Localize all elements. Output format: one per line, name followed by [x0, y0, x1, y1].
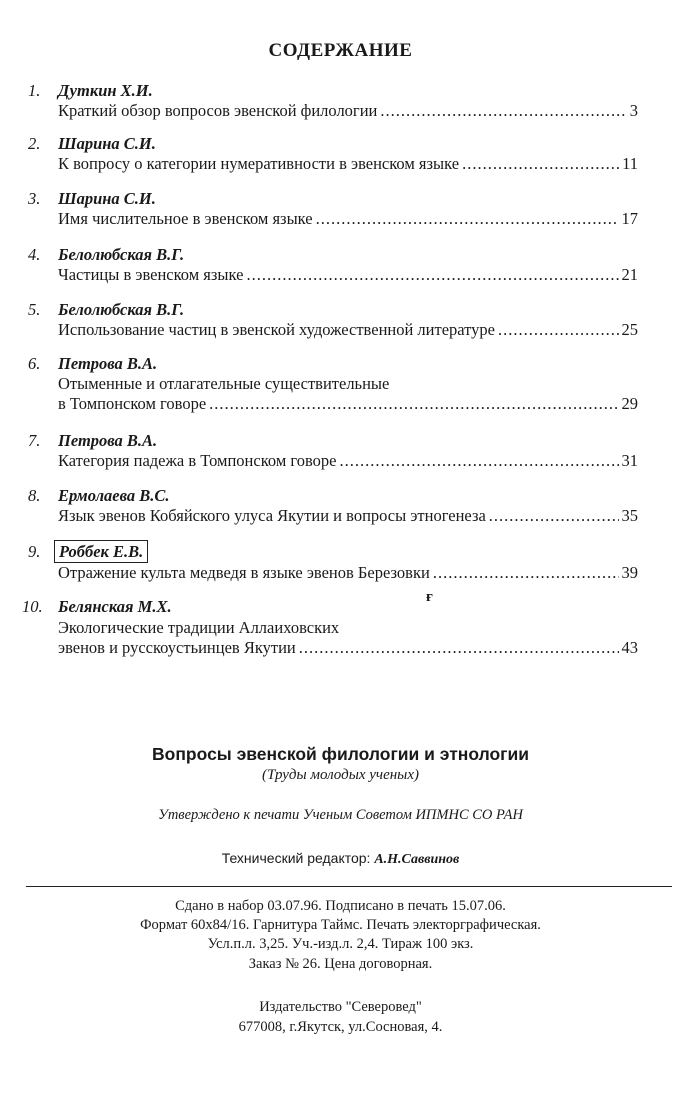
leader-dots	[246, 264, 618, 285]
entry-page: 25	[621, 320, 638, 339]
entry-line	[58, 373, 638, 394]
book-subtitle: (Труды молодых ученых)	[262, 767, 419, 783]
entry-page: 39	[621, 563, 638, 582]
leader-dots	[462, 153, 619, 174]
entry-author: Петрова В.А.	[58, 431, 158, 450]
leader-dots	[299, 637, 619, 658]
entry-page: 29	[621, 394, 638, 413]
entry-title: Экологические традиции Аллаиховских	[58, 618, 340, 637]
entry-title: Имя числительное в эвенском языке	[58, 209, 313, 228]
entry-title: Использование частиц в эвенской художественной литературе	[58, 320, 495, 339]
entry-number: 10.	[22, 597, 43, 616]
entry-author: Белолюбская В.Г.	[58, 245, 185, 264]
entry-author: Шарина С.И.	[58, 189, 156, 208]
entry-title: Отыменные и отлагательные существительные	[58, 374, 390, 393]
leader-dots	[433, 562, 619, 583]
toc-title: СОДЕРЖАНИЕ	[268, 40, 413, 61]
entry-page: 11	[622, 154, 638, 173]
entry-number: 9.	[28, 542, 41, 561]
book-title: Вопросы эвенской филологии и этнологии	[152, 744, 529, 764]
leader-dots	[498, 319, 619, 340]
entry-title: Отражение культа медведя в языке эвенов Березовки	[58, 563, 430, 582]
divider	[26, 886, 672, 887]
entry-author-boxed: Роббек Е.В.	[54, 540, 148, 563]
entry-number: 6.	[28, 354, 41, 373]
technical-editor	[0, 850, 681, 868]
entry-line	[58, 208, 638, 229]
entry-title: Частицы в эвенском языке	[58, 265, 244, 284]
imprint-line: Формат 60х84/16. Гарнитура Таймс. Печать электорграфическая.	[140, 917, 541, 933]
entry-line	[58, 562, 638, 583]
approval-note: Утверждено к печати Ученым Советом ИПМНС СО РАН	[158, 807, 523, 823]
entry-line	[58, 393, 638, 414]
entry-page: 35	[621, 506, 638, 525]
leader-dots	[209, 393, 618, 414]
entry-page: 21	[621, 265, 638, 284]
entry-number: 8.	[28, 486, 41, 505]
entry-number: 4.	[28, 245, 41, 264]
entry-author: Шарина С.И.	[58, 134, 156, 153]
entry-title: эвенов и русскоустьинцев Якутии	[58, 638, 296, 657]
entry-number: 7.	[28, 431, 41, 450]
entry-author: Белянская М.Х.	[58, 597, 172, 616]
entry-line	[58, 617, 638, 638]
entry-page: 3	[629, 101, 638, 120]
entry-title: К вопросу о категории нумеративности в эвенском языке	[58, 154, 460, 173]
entry-page: 31	[621, 451, 638, 470]
entry-line	[58, 450, 638, 471]
entry-number: 5.	[28, 300, 41, 319]
imprint-line: Усл.п.л. 3,25. Уч.-изд.л. 2,4. Тираж 100 экз.	[207, 936, 474, 952]
entry-line	[58, 319, 638, 340]
editor-label: Технический редактор:	[221, 850, 371, 866]
entry-line	[58, 100, 638, 121]
entry-number: 3.	[28, 189, 41, 208]
leader-dots	[316, 208, 619, 229]
entry-title: Язык эвенов Кобяйского улуса Якутии и вопросы этногенеза	[58, 506, 486, 525]
entry-number: 1.	[28, 81, 41, 100]
entry-title: в Томпонском говоре	[58, 394, 207, 413]
entry-page: 17	[621, 209, 638, 228]
entry-title: Категория падежа в Томпонском говоре	[58, 451, 337, 470]
entry-author: Ермолаева В.С.	[58, 486, 170, 505]
imprint-line: Заказ № 26. Цена договорная.	[248, 956, 433, 972]
entry-line	[58, 264, 638, 285]
entry-page: 43	[621, 638, 638, 657]
stray-mark: ғ	[426, 589, 433, 605]
entry-title: Краткий обзор вопросов эвенской филологии	[58, 101, 378, 120]
entry-author: Белолюбская В.Г.	[58, 300, 185, 319]
entry-author: Дуткин Х.И.	[58, 81, 153, 100]
publisher-address: 677008, г.Якутск, ул.Сосновая, 4.	[238, 1019, 443, 1035]
leader-dots	[489, 505, 619, 526]
entry-line	[58, 505, 638, 526]
entry-line	[58, 153, 638, 174]
imprint-line: Сдано в набор 03.07.96. Подписано в печать 15.07.06.	[175, 898, 506, 914]
entry-line	[58, 637, 638, 658]
leader-dots	[380, 100, 626, 121]
entry-author: Петрова В.А.	[58, 354, 158, 373]
publisher-name: Издательство "Северовед"	[259, 999, 422, 1015]
editor-name: А.Н.Саввинов	[374, 852, 460, 867]
entry-number: 2.	[28, 134, 41, 153]
leader-dots	[340, 450, 619, 471]
